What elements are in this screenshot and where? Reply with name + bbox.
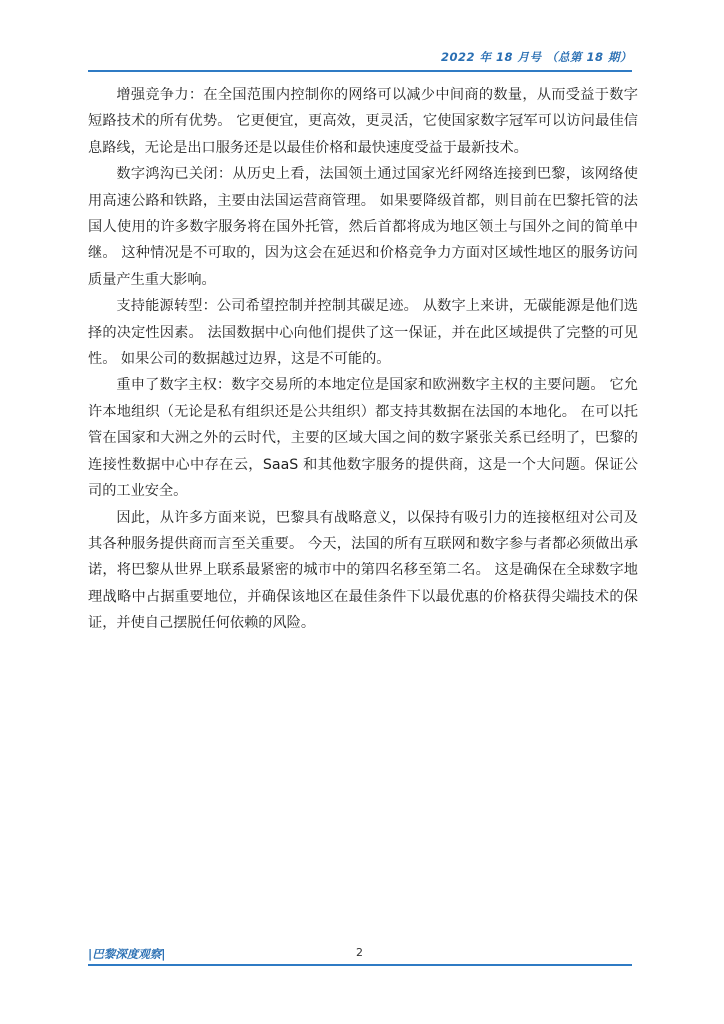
publication-name: |巴黎深度观察|: [88, 947, 166, 961]
paragraph-competitiveness: 增强竞争力：在全国范围内控制你的网络可以减少中间商的数量，从而受益于数字短路技术的所有优势。 它更便宜，更高效，更灵活，它使国家数字冠军可以访问最佳信息路线，无论是出口服务还是以最佳价格和最快速度受益于最新技术。: [88, 87, 638, 156]
issue-label: 2022 年 18 月号 （总第 18 期）: [440, 50, 632, 64]
paragraph-energy-transition: 支持能源转型：公司希望控制并控制其碳足迹。 从数字上来讲，无碳能源是他们选择的决定性因素。 法国数据中心向他们提供了这一保证，并在此区域提供了完整的可见性。 如果公司的数据越过边界，这是不可能的。: [88, 298, 638, 368]
paragraph-conclusion: 因此，从许多方面来说，巴黎具有战略意义，以保持有吸引力的连接枢纽对公司及其各种服务提供商而言至关重要。 今天，法国的所有互联网和数字参与者都必须做出承诺，将巴黎从世界上联系最紧密的城市中的第四名移至第二名。 这是确保在全球数字地理战略中占据重要地位，并确保该地区在最佳条件下以最优惠的价格获得尖端技术的保证，并使自己摆脱任何依赖的风险。: [88, 509, 638, 632]
header-divider: [88, 70, 632, 72]
footer-divider: [88, 964, 632, 966]
paragraph-digital-sovereignty: 重申了数字主权：数字交易所的本地定位是国家和欧洲数字主权的主要问题。 它允许本地组织（无论是私有组织还是公共组织）都支持其数据在法国的本地化。 在可以托管在国家和大洲之外的云时代，主要的区域大国之间的数字紧张关系已经明了，巴黎的连接性数据中心中存在云，SaaS 和其他数字服务的提供商，这是一个大问题。保证公司的工业安全。: [88, 377, 638, 500]
paragraph-digital-divide: 数字鸿沟已关闭：从历史上看，法国领土通过国家光纤网络连接到巴黎，该网络使用高速公路和铁路，主要由法国运营商管理。 如果要降级首都，则目前在巴黎托管的法国人使用的许多数字服务将在国外托管，然后首都将成为地区领土与国外之间的简单中继。 这种情况是不可取的，因为这会在延迟和价格竞争力方面对区域性地区的服务访问质量产生重大影响。: [88, 166, 638, 288]
article-body: [88, 82, 638, 637]
page-number: 2: [356, 946, 363, 959]
